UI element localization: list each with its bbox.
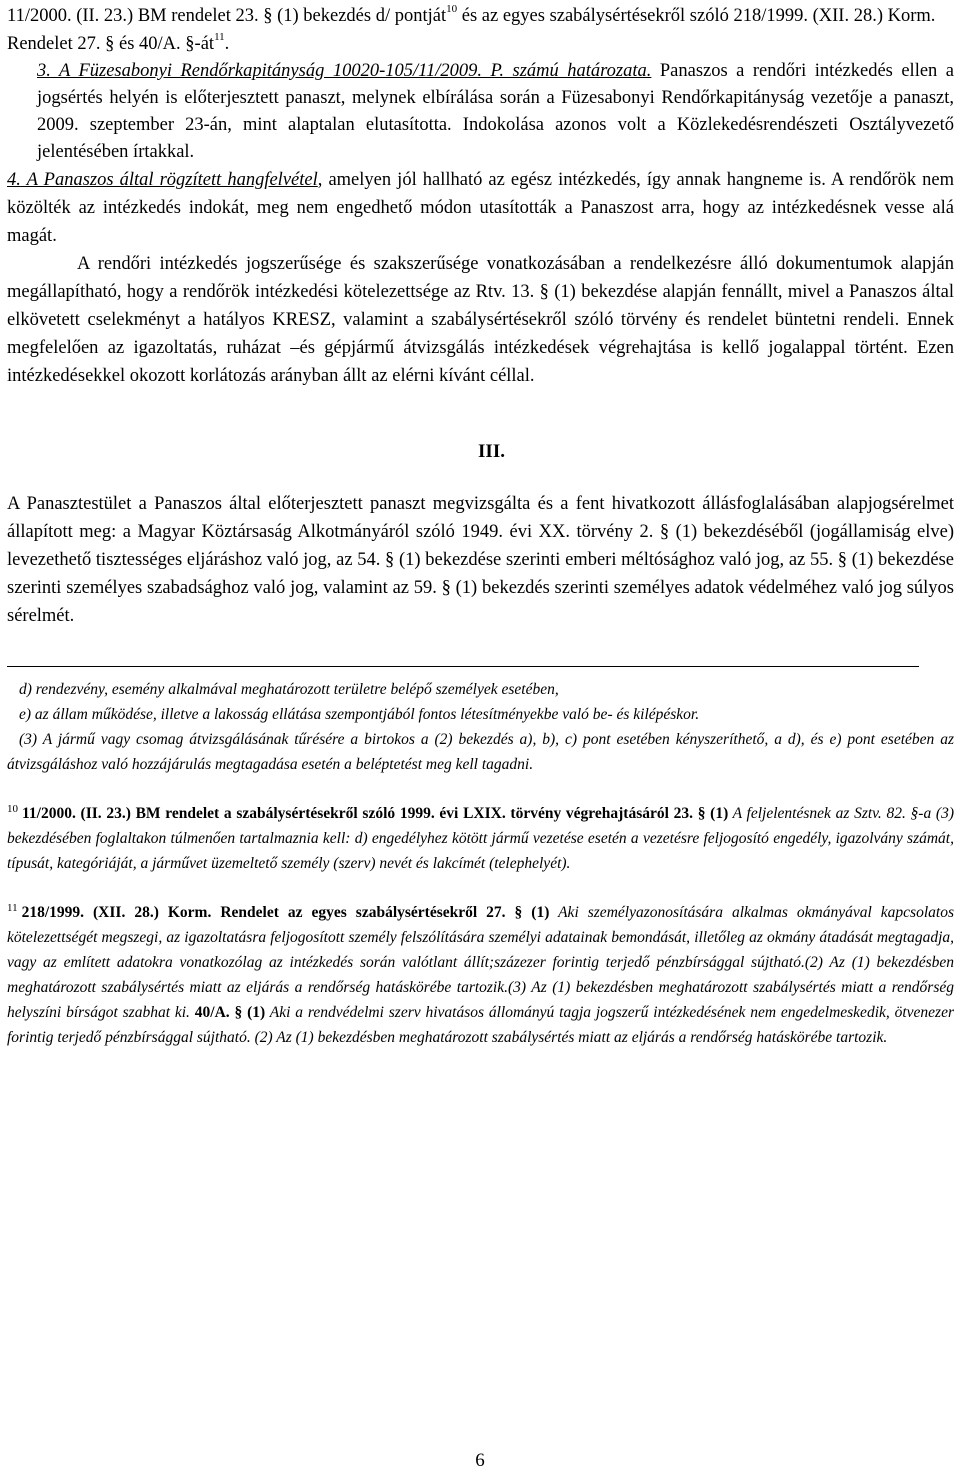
footnote-context-item: d) rendezvény, esemény alkalmával meghatározott területre belépő személyek esetében, — [19, 681, 559, 698]
page-number: 6 — [475, 1450, 485, 1471]
item-4-title: A Panaszos által rögzített hangfelvétel — [20, 170, 318, 190]
item-3 — [7, 58, 954, 166]
footnote-text: A feljelentésnek az Sztv. 82. §-a (3) bekezdésében foglaltakon túlmenően tartalmaznia kell: d) engedélyhez kötött jármű vezetése esetén a vezetésre feljogosító engedély, igazolvány számát, típusát, kategóriáját, a járművet üzemeltető személy (szerv) nevét és lakcímét (telephelyét). — [7, 805, 954, 872]
item-4-body: , amelyen jól hallható az egész intézkedés, így annak hangneme is. A rendőrök nem közölték az intézkedés indokát, meg nem engedhető módon utasították a Panaszost arra, hogy az intézkedésnek vesse alá magát. — [7, 170, 954, 246]
footnote-context-item: e) az állam működése, illetve a lakosság ellátása szempontjából fontos létesítményekbe való be- és kilépéskor. — [19, 706, 700, 723]
footnote-context-continuation: (3) A jármű vagy csomag átvizsgálásának tűrésére a birtokos a (2) bekezdés a), b), c) pont esetében kényszeríthető, a d), és e) pont esetében az átvizsgáláshoz való hozzájárulás megtagadása esetén a beléptetést meg kell tagadni. — [7, 731, 954, 773]
intro-text-c: . — [224, 34, 230, 54]
item-3-body: Panaszos a rendőri intézkedés ellen a jogsértés helyén is előterjesztett panaszt, melynek elbírálása során a Füzesabonyi Rendőrkapitányság vezetője a panaszt, 2009. szeptember 23-án, mint alaptalan elutasította. Indokolása azonos volt a Közlekedésrendészeti Osztályvezető jelentésében írtakkal. — [37, 61, 954, 162]
footnote-context-list — [7, 677, 954, 727]
footnote-ref-10[interactable]: 10 — [446, 3, 458, 15]
footnote-11 — [7, 896, 954, 1050]
item-3-title: 3. A Füzesabonyi Rendőrkapitányság 10020-105/11/2009. P. számú határozata. — [37, 61, 652, 81]
footnote-text: Aki személyazonosítására alkalmas okmányával kapcsolatos kötelezettségét megszegi, az igazoltatásra feljogosított személy felszólítására személyi adatainak bemondását, illetőleg az okmány átadását megtagadja, vagy az említett adatokra vonatkozólag az intézkedés során valótlant állít;százezer forintig terjedő pénzbírsággal sújtható.(2) Az (1) bekezdésben meghatározott szabálysértés miatt az eljárás a rendőrség hatáskörébe tartozik.(3) Az (1) bekezdésben meghatározott szabálysértés miatt a rendőrség helyszíni bírságot szabhat ki. — [7, 904, 954, 1021]
intro-line — [7, 2, 954, 58]
main-text — [7, 2, 954, 630]
intro-text-b: és az egyes szabálysértésekről szóló 218/1999. (XII. 28.) Korm. Rendelet 27. § és 40/A. §-át — [7, 6, 936, 54]
footnote-lead: 218/1999. (XII. 28.) Korm. Rendelet az egyes szabálysértésekről 27. § (1) — [21, 904, 550, 921]
section-heading: III. — [478, 441, 505, 462]
item-4-number: 4. — [7, 170, 21, 190]
paragraph-panel-findings: A Panasztestület a Panaszos által előterjesztett panaszt megvizsgálta és a fent hivatkozott állásfoglalásában alapjogsérelmet állapított meg: a Magyar Köztársaság Alkotmányáról szóló 1949. évi XX. törvény 2. § (1) bekezdéséből (jogállamiság elve) levezethető tisztességes eljáráshoz való jog, az 54. § (1) bekezdése szerinti emberi méltósághoz való jog, az 55. § (1) bekezdése szerinti személyes szabadsághoz való jog, valamint az 59. § (1) bekezdés szerinti személyes adatok védelméhez való jog súlyos sérelmét. — [7, 494, 954, 626]
paragraph-lawfulness: A rendőri intézkedés jogszerűsége és szakszerűsége vonatkozásában a rendelkezésre álló dokumentumok alapján megállapítható, hogy a rendőrök intézkedési kötelezettsége az Rtv. 13. § (1) bekezdése alapján fennállt, mivel a Panaszos által elkövetett cselekményt a hatályos KRESZ, valamint a szabálysértésekről szóló törvény és rendelet büntetni rendeli. Ennek megfelelően az igazoltatás, ruházat –és gépjármű átvizsgálás intézkedések végrehajtása is kellő jogalappal történt. Ezen intézkedésekkel okozott korlátozás arányban állt az elérni kívánt céllal. — [7, 254, 954, 386]
footnote-lead: 11/2000. (II. 23.) BM rendelet a szabálysértésekről szóló 1999. évi LXIX. törvény végrehajtásáról 23. § (1) — [22, 805, 729, 822]
intro-text-a: 11/2000. (II. 23.) BM rendelet 23. § (1) bekezdés d/ pontját — [7, 6, 447, 26]
footnote-number: 11 — [7, 902, 18, 914]
footnote-divider — [7, 666, 919, 667]
footnote-10 — [7, 797, 954, 876]
item-4 — [7, 166, 954, 250]
footnote-lead-2: 40/A. § (1) — [189, 1004, 266, 1021]
footnote-number: 10 — [7, 803, 18, 815]
footnote-text-2: Aki a rendvédelmi szerv hivatásos állományú tagja jogszerű intézkedésének nem engedelmeskedik, ötvenezer forintig terjedő pénzbírsággal sújtható. (2) Az (1) bekezdésben meghatározott szabálysértés miatt az eljárás a rendőrség hatáskörébe tartozik. — [7, 1004, 954, 1046]
footnote-context — [7, 677, 954, 777]
footnote-ref-11[interactable]: 11 — [214, 31, 225, 43]
